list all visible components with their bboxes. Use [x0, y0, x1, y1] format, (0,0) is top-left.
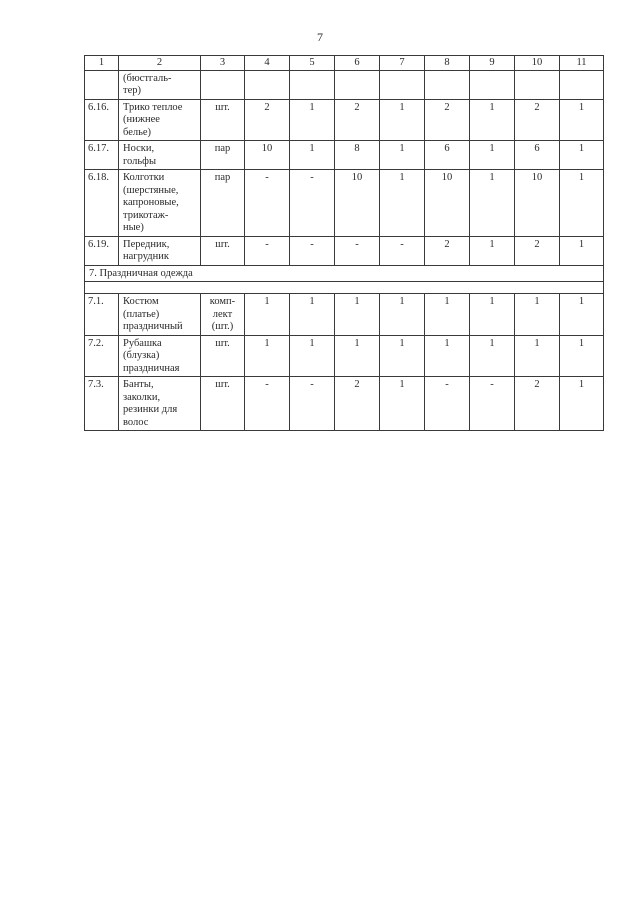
value-cell: 6 [515, 141, 560, 170]
column-number: 9 [470, 56, 515, 71]
value-cell: 1 [380, 377, 425, 431]
blank-row [85, 282, 604, 294]
value-cell: - [335, 236, 380, 265]
value-cell: 1 [380, 170, 425, 237]
value-cell: 1 [560, 236, 604, 265]
value-cell: 1 [560, 170, 604, 237]
value-cell: 1 [470, 141, 515, 170]
value-cell: 10 [515, 170, 560, 237]
unit-cell: комп- лект (шт.) [201, 294, 245, 336]
value-cell: 1 [245, 335, 290, 377]
value-cell: 1 [560, 294, 604, 336]
table-row [85, 99, 604, 141]
section-title-row [85, 265, 604, 282]
item-name-cell: (бюстгаль- тер) [119, 70, 201, 99]
value-cell: 1 [380, 335, 425, 377]
column-number: 11 [560, 56, 604, 71]
unit-cell: шт. [201, 377, 245, 431]
value-cell: 10 [245, 141, 290, 170]
value-cell: 8 [335, 141, 380, 170]
norms-table [84, 55, 604, 431]
value-cell: 1 [290, 141, 335, 170]
table-row [85, 335, 604, 377]
value-cell: 1 [470, 99, 515, 141]
item-name-cell: Трико теплое (нижнее белье) [119, 99, 201, 141]
table-row [85, 236, 604, 265]
row-number-cell [85, 70, 119, 99]
value-cell: 2 [515, 99, 560, 141]
column-number: 8 [425, 56, 470, 71]
value-cell: - [380, 236, 425, 265]
unit-cell: шт. [201, 99, 245, 141]
value-cell: 1 [470, 294, 515, 336]
value-cell: 1 [245, 294, 290, 336]
unit-cell: пар [201, 170, 245, 237]
row-number-cell: 7.2. [85, 335, 119, 377]
value-cell: 1 [335, 335, 380, 377]
value-cell: - [245, 170, 290, 237]
column-number: 5 [290, 56, 335, 71]
value-cell: 1 [560, 99, 604, 141]
value-cell: 2 [515, 377, 560, 431]
value-cell: - [245, 236, 290, 265]
item-name-cell: Костюм (платье) праздничный [119, 294, 201, 336]
value-cell: 10 [425, 170, 470, 237]
value-cell: 1 [470, 170, 515, 237]
value-cell: 2 [515, 236, 560, 265]
value-cell: 1 [290, 335, 335, 377]
value-cell: 2 [335, 377, 380, 431]
section-title: 7. Праздничная одежда [85, 265, 604, 282]
column-number: 2 [119, 56, 201, 71]
value-cell: 1 [470, 335, 515, 377]
row-number-cell: 6.19. [85, 236, 119, 265]
value-cell: 2 [245, 99, 290, 141]
column-number: 6 [335, 56, 380, 71]
value-cell: 1 [425, 335, 470, 377]
item-name-cell: Колготки (шерстяные, капроновые, трикотаж- ные) [119, 170, 201, 237]
group-7-rows [85, 294, 604, 431]
page-number: 7 [317, 30, 323, 44]
value-cell: 1 [515, 294, 560, 336]
value-cell: 1 [470, 236, 515, 265]
value-cell: 1 [380, 99, 425, 141]
value-cell: - [245, 377, 290, 431]
item-name-cell: Банты, заколки, резинки для волос [119, 377, 201, 431]
value-cell: 6 [425, 141, 470, 170]
value-cell: - [470, 377, 515, 431]
unit-cell: шт. [201, 236, 245, 265]
value-cell: 1 [290, 99, 335, 141]
value-cell: 1 [380, 141, 425, 170]
value-cell: 1 [425, 294, 470, 336]
column-number: 10 [515, 56, 560, 71]
value-cell: - [290, 377, 335, 431]
unit-cell: шт. [201, 335, 245, 377]
row-number-cell: 6.16. [85, 99, 119, 141]
row-number-cell: 6.18. [85, 170, 119, 237]
table-row [85, 377, 604, 431]
value-cell: 1 [560, 377, 604, 431]
table-row [85, 294, 604, 336]
value-cell: 1 [560, 141, 604, 170]
row-number-cell: 7.1. [85, 294, 119, 336]
value-cell: - [290, 236, 335, 265]
column-number: 1 [85, 56, 119, 71]
value-cell: 2 [425, 236, 470, 265]
column-number: 7 [380, 56, 425, 71]
unit-cell: пар [201, 141, 245, 170]
value-cell: 2 [425, 99, 470, 141]
value-cell: 1 [380, 294, 425, 336]
column-number-row [85, 56, 604, 71]
column-number: 4 [245, 56, 290, 71]
item-name-cell: Передник, нагрудник [119, 236, 201, 265]
table-row-continuation [85, 70, 604, 99]
value-cell: - [290, 170, 335, 237]
value-cell: 1 [290, 294, 335, 336]
item-name-cell: Рубашка (блузка) праздничная [119, 335, 201, 377]
table-row [85, 170, 604, 237]
value-cell: 1 [515, 335, 560, 377]
unit-cell [201, 70, 245, 99]
value-cell: - [425, 377, 470, 431]
value-cell: 1 [560, 335, 604, 377]
item-name-cell: Носки, гольфы [119, 141, 201, 170]
group-6-rows [85, 99, 604, 265]
value-cell: 10 [335, 170, 380, 237]
value-cell: 2 [335, 99, 380, 141]
row-number-cell: 7.3. [85, 377, 119, 431]
value-cell: 1 [335, 294, 380, 336]
row-number-cell: 6.17. [85, 141, 119, 170]
column-number: 3 [201, 56, 245, 71]
table-row [85, 141, 604, 170]
